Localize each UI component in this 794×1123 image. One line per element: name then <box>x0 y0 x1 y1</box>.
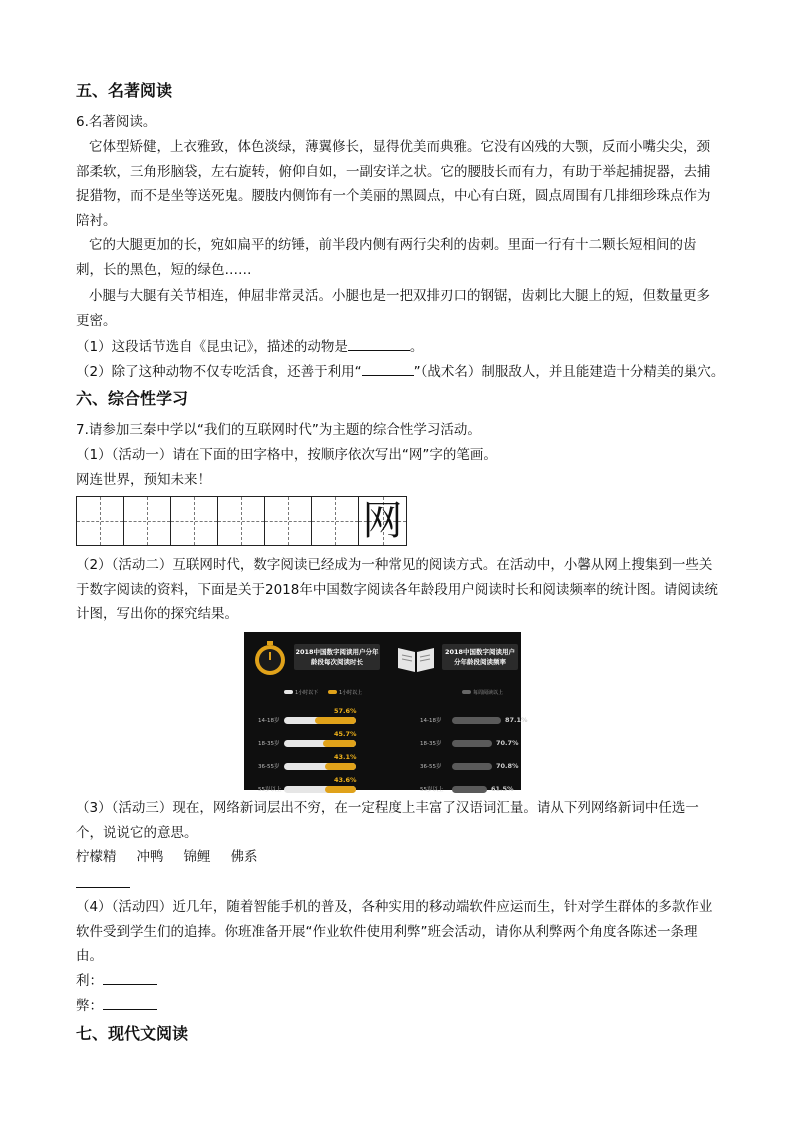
y-tick-label: 55岁以上 <box>258 787 282 793</box>
pro-label: 利： <box>76 973 103 989</box>
word-item: 佛系 <box>230 849 258 865</box>
bar <box>315 717 356 724</box>
y-tick-label: 14-18岁 <box>420 718 442 724</box>
grid-character: 网 <box>362 498 403 544</box>
y-tick-label: 36-55岁 <box>258 764 280 770</box>
bar <box>452 786 487 793</box>
data-label: 43.1% <box>334 753 357 761</box>
section-heading-7: 七、现代文阅读 <box>76 1024 189 1043</box>
bar <box>452 740 492 747</box>
answer-line[interactable] <box>76 887 130 888</box>
q6-para2: 它的大腿更加的长，宛如扁平的纺锤，前半段内侧有两行尖利的齿刺。里面一行有十二颗长短相间的齿刺，长的黑色，短的绿色…… <box>76 237 697 278</box>
tianzige-grid <box>76 496 407 546</box>
bar <box>452 717 501 724</box>
open-book-icon <box>394 640 438 676</box>
word-item: 锦鲤 <box>183 849 211 865</box>
bar <box>323 740 356 747</box>
grid-cell-character <box>359 497 406 545</box>
data-label: 61.5% <box>491 785 514 793</box>
word-item: 柠檬精 <box>76 849 117 865</box>
grid-cell[interactable] <box>77 497 124 545</box>
word-item: 冲鸭 <box>136 849 164 865</box>
answer-blank[interactable] <box>362 361 414 376</box>
data-label: 70.7% <box>496 739 519 747</box>
legend-swatch <box>462 690 471 694</box>
q6-sub2 <box>76 360 736 385</box>
q6-sub1-end: 。 <box>409 339 424 355</box>
q6-sub1 <box>76 335 722 360</box>
q7-intro: 7.请参加三秦中学以“我们的互联网时代”为主题的综合性学习活动。 <box>76 422 481 438</box>
y-tick-label: 55岁以上 <box>420 787 444 793</box>
con-line <box>76 994 722 1019</box>
q7-activity3: （3）（活动三）现在，网络新词层出不穷，在一定程度上丰富了汉语词汇量。请从下列网络新词中任选一个，说说它的意思。 <box>76 800 699 841</box>
data-label: 45.7% <box>334 730 357 738</box>
bar <box>325 763 356 770</box>
section-heading-5: 五、名著阅读 <box>76 81 173 100</box>
q7-activity1: （1）（活动一）请在下面的田字格中，按顺序依次写出“网”字的笔画。 <box>76 447 497 463</box>
legend-label: 1小时以上 <box>339 690 363 696</box>
chart-title-left: 2018中国数字阅读用户分年龄段每次阅读时长 <box>295 648 379 666</box>
pro-line <box>76 969 722 994</box>
q6-title: 6.名著阅读。 <box>76 114 157 130</box>
data-label: 57.6% <box>334 707 357 715</box>
legend-swatch <box>328 690 337 694</box>
y-tick-label: 18-35岁 <box>420 741 442 747</box>
grid-cell[interactable] <box>265 497 312 545</box>
legend-label: 每周阅读以上 <box>473 690 504 696</box>
stopwatch-icon <box>250 638 290 678</box>
data-label: 43.6% <box>334 776 357 784</box>
legend-label: 1小时以下 <box>295 690 319 696</box>
y-tick-label: 14-18岁 <box>258 718 280 724</box>
q7-activity4: （4）（活动四）近几年，随着智能手机的普及，各种实用的移动端软件应运而生，针对学生群体的多款作业软件受到学生们的追捧。你班准备开展“作业软件使用利弊”班会活动，请你从利弊两个角度各陈述一条理由。 <box>76 899 713 964</box>
q7-activity2: （2）（活动二）互联网时代，数字阅读已经成为一种常见的阅读方式。在活动中，小馨从网上搜集到一些关于数字阅读的资料，下面是关于2018年中国数字阅读各年龄段用户阅读时长和阅读频率的统计图。请阅读统计图，写出你的探究结果。 <box>76 557 718 622</box>
q7-slogan: 网连世界，预知未来！ <box>76 472 211 488</box>
grid-cell[interactable] <box>218 497 265 545</box>
reading-stats-chart <box>244 632 528 793</box>
q6-para3: 小腿与大腿有关节相连，伸屈非常灵活。小腿也是一把双排刃口的钢锯，齿刺比大腿上的短，但数量更多更密。 <box>76 288 710 329</box>
q6-sub2-text: （2）除了这种动物不仅专吃活食，还善于利用“ <box>76 364 362 380</box>
y-tick-label: 36-55岁 <box>420 764 442 770</box>
bar <box>452 763 492 770</box>
grid-cell[interactable] <box>312 497 359 545</box>
chart-title-right: 2018中国数字阅读用户分年龄段阅读频率 <box>444 648 516 666</box>
data-label: 87.1% <box>505 716 528 724</box>
q6-para1: 它体型矫健，上衣雅致，体色淡绿，薄翼修长，显得优美而典雅。它没有凶残的大颚，反而小嘴尖尖，颈部柔软，三角形脑袋，左右旋转，俯仰自如，一副安详之状。它的腰肢长而有力，有助于举起捕捉器，去捕捉猎物，而不是坐等送死鬼。腰肢内侧饰有一个美丽的黑圆点，中心有白斑，圆点周围有几排细珍珠点作为陪衬。 <box>76 139 711 229</box>
bar <box>325 786 356 793</box>
word-list <box>76 845 722 870</box>
data-label: 70.8% <box>496 762 519 770</box>
con-label: 弊： <box>76 998 103 1014</box>
section-heading-6: 六、综合性学习 <box>76 389 189 408</box>
grid-cell[interactable] <box>124 497 171 545</box>
grid-cell[interactable] <box>171 497 218 545</box>
legend-swatch <box>284 690 293 694</box>
answer-blank[interactable] <box>103 970 157 985</box>
q6-sub2-end: ”（战术名）制服敌人，并且能建造十分精美的巢穴。 <box>413 364 725 380</box>
answer-blank[interactable] <box>103 995 157 1010</box>
q6-sub1-text: （1）这段话节选自《昆虫记》，描述的动物是 <box>76 339 348 355</box>
y-tick-label: 18-35岁 <box>258 741 280 747</box>
answer-blank[interactable] <box>348 336 410 351</box>
